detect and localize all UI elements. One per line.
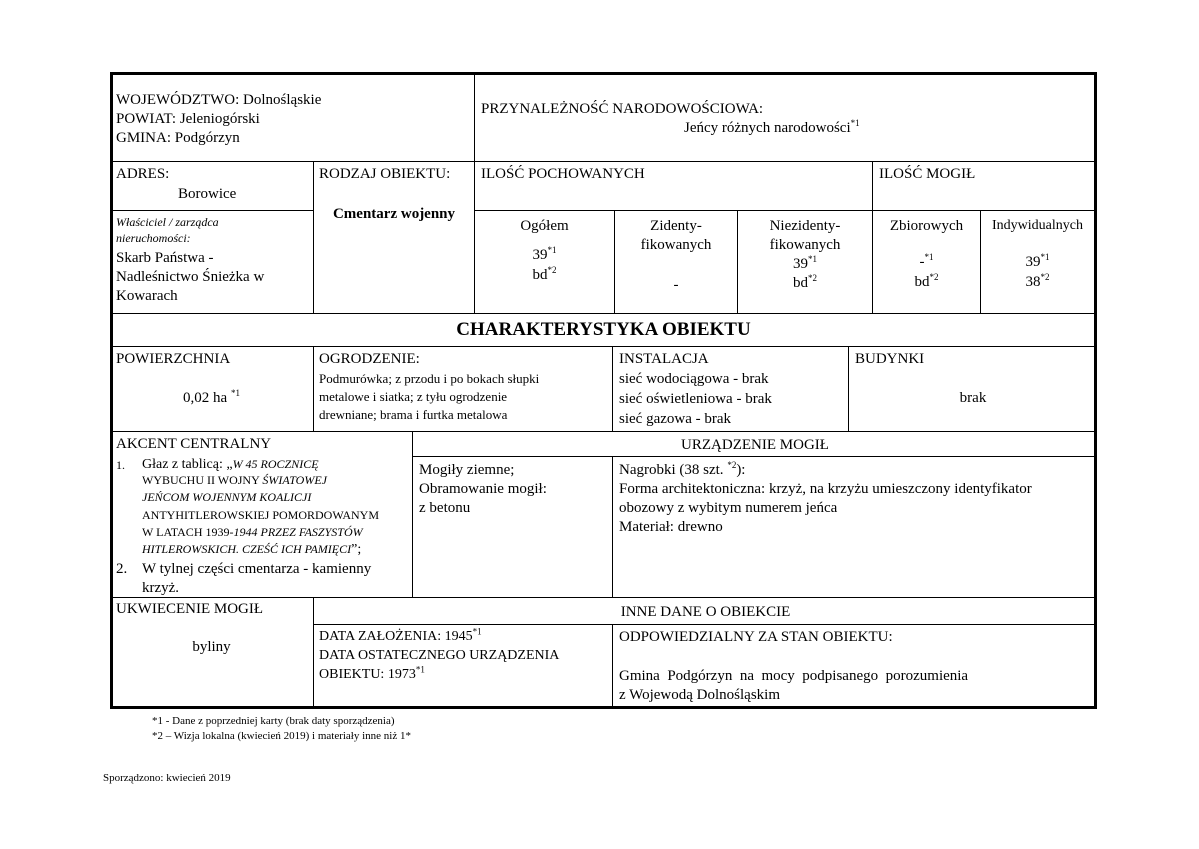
niezid-value-2: $bd^{*2}$: [793, 273, 817, 291]
mogily-label: ILOŚĆ MOGIŁ: [879, 166, 976, 182]
wlasciciel-label-2: nieruchomości:: [116, 231, 191, 245]
indyw-value-2: 38$^{*2}$: [1025, 272, 1050, 290]
zid-label-2: fikowanych: [640, 237, 712, 253]
rule-pow-split: [313, 346, 314, 431]
akcent-item-2-line-2: krzyż.: [142, 580, 180, 596]
ukwiecenie-value: byliny: [192, 639, 231, 655]
rule-title-bottom: [110, 346, 1097, 347]
powierzchnia-label: POWIERZCHNIA: [116, 351, 231, 367]
zid-label-1: Zidenty-: [650, 218, 702, 234]
ogolem-label: Ogółem: [520, 218, 569, 234]
zbiorowych-value-1: -$^{*1}$: [919, 252, 934, 270]
urzadzenie-label: URZĄDZENIE MOGIŁ: [681, 437, 829, 453]
ogrodzenie-line-1: Podmurówka; z przodu i po bokach słupki: [319, 371, 540, 386]
akcent-item-2-number: 2.: [116, 561, 128, 577]
data-ostatecznego-1: DATA OSTATECZNEGO URZĄDZENIA: [319, 648, 560, 663]
inne-label: INNE DANE O OBIEKCIE: [620, 604, 791, 620]
indyw-label: Indywidualnych: [992, 218, 1083, 233]
rule-header-bottom: [110, 161, 1097, 162]
rule-ogr-split: [612, 346, 613, 431]
ogrodzenie-label: OGRODZENIE:: [319, 351, 420, 367]
ukwiecenie-label: UKWIECENIE MOGIŁ: [116, 601, 264, 617]
nagrobki-line: Nagrobki (38 szt. $^{*2}$):: [619, 460, 746, 478]
powiat-value: Jeleniogórski: [179, 111, 260, 127]
material-line: Materiał: drewno: [619, 519, 723, 535]
akcent-item-1-line-4: ANTYHITLEROWSKIEJ POMORDOWANYM: [142, 508, 379, 522]
gmina-label: GMINA:: [116, 130, 171, 146]
data-zalozenia: DATA ZAŁOŻENIA: 1945$^{*1}$: [319, 626, 482, 644]
adres-label: ADRES:: [116, 166, 170, 182]
rule-table-top-bottom: [110, 313, 1097, 314]
rule-akcent-split: [412, 431, 413, 597]
forma-line-2: obozowy z wybitym numerem jeńca: [619, 500, 838, 516]
rule-urzadzenie-label: [412, 456, 1097, 457]
odpowiedzialny-label: ODPOWIEDZIALNY ZA STAN OBIEKTU:: [619, 629, 893, 645]
rule-inne-label: [313, 624, 1097, 625]
akcent-item-1-number: 1.: [116, 458, 125, 472]
rule-adres-split: [313, 161, 314, 313]
niezid-label-2: fikowanych: [769, 237, 841, 253]
footnote-2: *2 – Wizja lokalna (kwiecień 2019) i materiały inne niż 1*: [152, 730, 411, 742]
zbiorowych-label: Zbiorowych: [889, 218, 964, 234]
adres-value: Borowice: [178, 186, 237, 202]
ogrodzenie-line-3: drewniane; brama i furtka metalowa: [319, 407, 508, 422]
pochowani-label: ILOŚĆ POCHOWANYCH: [481, 166, 645, 182]
data-ostatecznego-2: OBIEKTU: 1973$^{*1}$: [319, 664, 425, 682]
urzadzenie-left-3: z betonu: [419, 500, 471, 516]
akcent-item-1-line-1: Głaz z tablicą: „W 45 ROCZNICĘ: [142, 457, 319, 472]
akcent-item-1-line-2: WYBUCHU II WOJNY ŚWIATOWEJ: [142, 473, 327, 487]
wojewodztwo-value: Dolnośląskie: [243, 92, 322, 108]
rule-akcent-bottom: [110, 597, 1097, 598]
ogrodzenie-line-2: metalowe i siatka; z tyłu ogrodzenie: [319, 389, 508, 404]
wlasciciel-value-2: Nadleśnictwo Śnieżka w: [116, 269, 265, 285]
niezid-value-1: 39$^{*1}$: [793, 254, 817, 272]
rule-inne-split: [612, 624, 613, 709]
powiat-label: POWIAT:: [116, 111, 177, 127]
powiat-line: [116, 110, 260, 129]
akcent-item-1-line-3: JEŃCOM WOJENNYM KOALICJI: [142, 490, 312, 504]
instalacja-line-1: sieć wodociągowa - brak: [619, 371, 769, 387]
budynki-label: BUDYNKI: [855, 351, 925, 367]
zbiorowych-value-2: $bd^{*2}$: [914, 272, 939, 290]
wlasciciel-label-1: Właściciel / zarządca: [116, 215, 219, 229]
przynaleznosc-label: PRZYNALEŻNOŚĆ NARODOWOŚCIOWA:: [481, 101, 764, 117]
niezid-label-1: Niezidenty-: [769, 218, 841, 234]
rodzaj-label: RODZAJ OBIEKTU:: [319, 166, 451, 182]
gmina-line: [116, 129, 240, 148]
charakterystyka-title: CHARAKTERYSTYKA OBIEKTU: [456, 319, 751, 340]
ogolem-value-2: $bd^{*2}$: [532, 265, 557, 283]
instalacja-line-2: sieć oświetleniowa - brak: [619, 391, 772, 407]
sporzadzono: Sporządzono: kwiecień 2019: [103, 772, 231, 784]
forma-line-1: Forma architektoniczna: krzyż, na krzyżu umieszczony identyfikator: [619, 481, 1032, 497]
footnote-ref: *1: [850, 118, 860, 128]
akcent-item-1-line-5: W LATACH 1939-1944 PRZEZ FASZYSTÓW: [142, 525, 363, 539]
urzadzenie-left-2: Obramowanie mogił:: [419, 481, 547, 497]
instalacja-line-3: sieć gazowa - brak: [619, 411, 732, 427]
przynaleznosc-value: Jeńcy różnych narodowości$^{*1}$: [684, 118, 860, 136]
urzadzenie-left-1: Mogiły ziemne;: [419, 462, 515, 478]
instalacja-label: INSTALACJA: [619, 351, 709, 367]
rule-adres-bottom: [110, 210, 313, 211]
rule-urz-split: [612, 456, 613, 597]
ogolem-value-1: 39$^{*1}$: [532, 245, 557, 263]
akcent-label: AKCENT CENTRALNY: [116, 436, 272, 452]
rodzaj-value: Cmentarz wojenny: [332, 206, 456, 222]
zid-value: -: [673, 277, 679, 293]
rule-pochowani-label: [474, 210, 1097, 211]
wojewodztwo-label: WOJEWÓDZTWO:: [116, 92, 240, 108]
wojewodztwo-line: [116, 91, 321, 110]
wlasciciel-value-1: Skarb Państwa -: [116, 250, 214, 266]
akcent-item-2-line-1: W tylnej części cmentarza - kamienny: [142, 561, 372, 577]
wlasciciel-value-3: Kowarach: [116, 288, 178, 304]
indyw-value-1: 39$^{*1}$: [1025, 252, 1050, 270]
footnote-1: *1 - Dane z poprzedniej karty (brak daty sporządzenia): [152, 715, 395, 727]
powierzchnia-value: 0,02 ha $^{*1}$: [183, 388, 240, 406]
rule-char-row-bottom: [110, 431, 1097, 432]
odpowiedzialny-line-2: z Wojewodą Dolnośląskim: [619, 687, 780, 703]
budynki-value: brak: [959, 390, 987, 406]
akcent-item-1-line-6: HITLEROWSKICH. CZEŚĆ ICH PAMIĘCI”;: [142, 542, 362, 557]
odpowiedzialny-line-1: Gmina Podgórzyn na mocy podpisanego porozumienia: [619, 668, 969, 684]
gmina-value: Podgórzyn: [174, 130, 240, 146]
